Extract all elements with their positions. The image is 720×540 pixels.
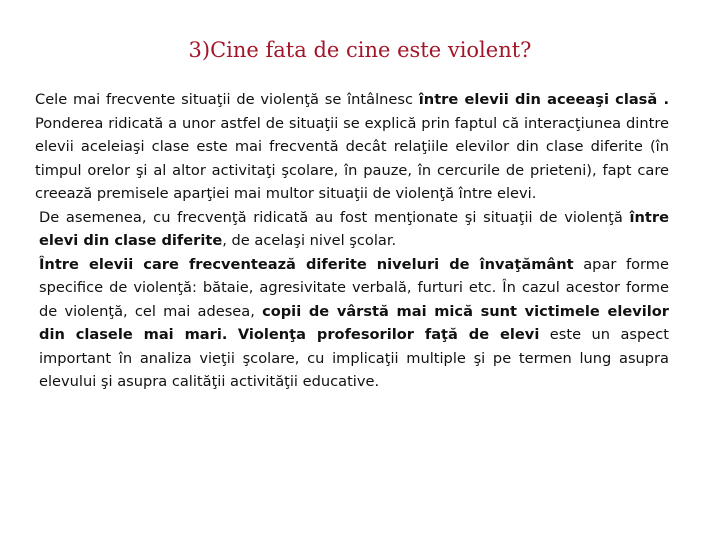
p3-text-b: apar forme specifice de violenţă: bătaie, agresivitate verbală, furturi etc. În cazul acestor forme de violenţă, cel mai adesea, [39,255,669,320]
p2-text-a: De asemenea, cu frecvenţă ridicată au fost menţionate şi situaţii de violenţă [39,208,630,226]
paragraph-3 [35,253,669,394]
p2-text-c: , de acelaşi nivel şcolar. [222,232,397,249]
p2-text-bold: între elevi din clase diferite [39,208,669,249]
slide-body [35,88,669,394]
paragraph-1 [35,88,669,206]
p3-text-bold-a: Între elevii care frecventează diferite niveluri de învaţământ [39,255,574,273]
p3-text-bold-d: Violenţa profesorilor faţă de elevi [237,326,540,343]
p1-text-c: Ponderea ridicată a unor astfel de situaţii se explică prin faptul că interacţiunea dintre elevii aceleiaşi clase este mai frecventă decât relaţiile elevilor din clase diferite (în timpul orelor şi al altor activitaţi şcolare, în pauze, în cercurile de prieteni), fapt care creează premisele aparţiei mai multor situaţii de violenţă între elevi. [35,114,669,202]
slide-title: 3)Cine fata de cine este violent? [188,38,532,62]
p3-text-bold-c: copii de vârstă mai mică sunt victimele elevilor din clasele mai mari. [39,302,669,343]
paragraph-2 [35,206,669,253]
p1-text-bold: între elevii din aceeaşi clasă . [418,91,669,108]
p1-text-a: Cele mai frecvente situaţii de violenţă se întâlnesc [35,91,419,108]
p3-text-e: este un aspect important în analiza vieţii şcolare, cu implicaţii multiple şi pe termen lung asupra elevului şi asupra calităţii activităţii educative. [39,326,670,390]
